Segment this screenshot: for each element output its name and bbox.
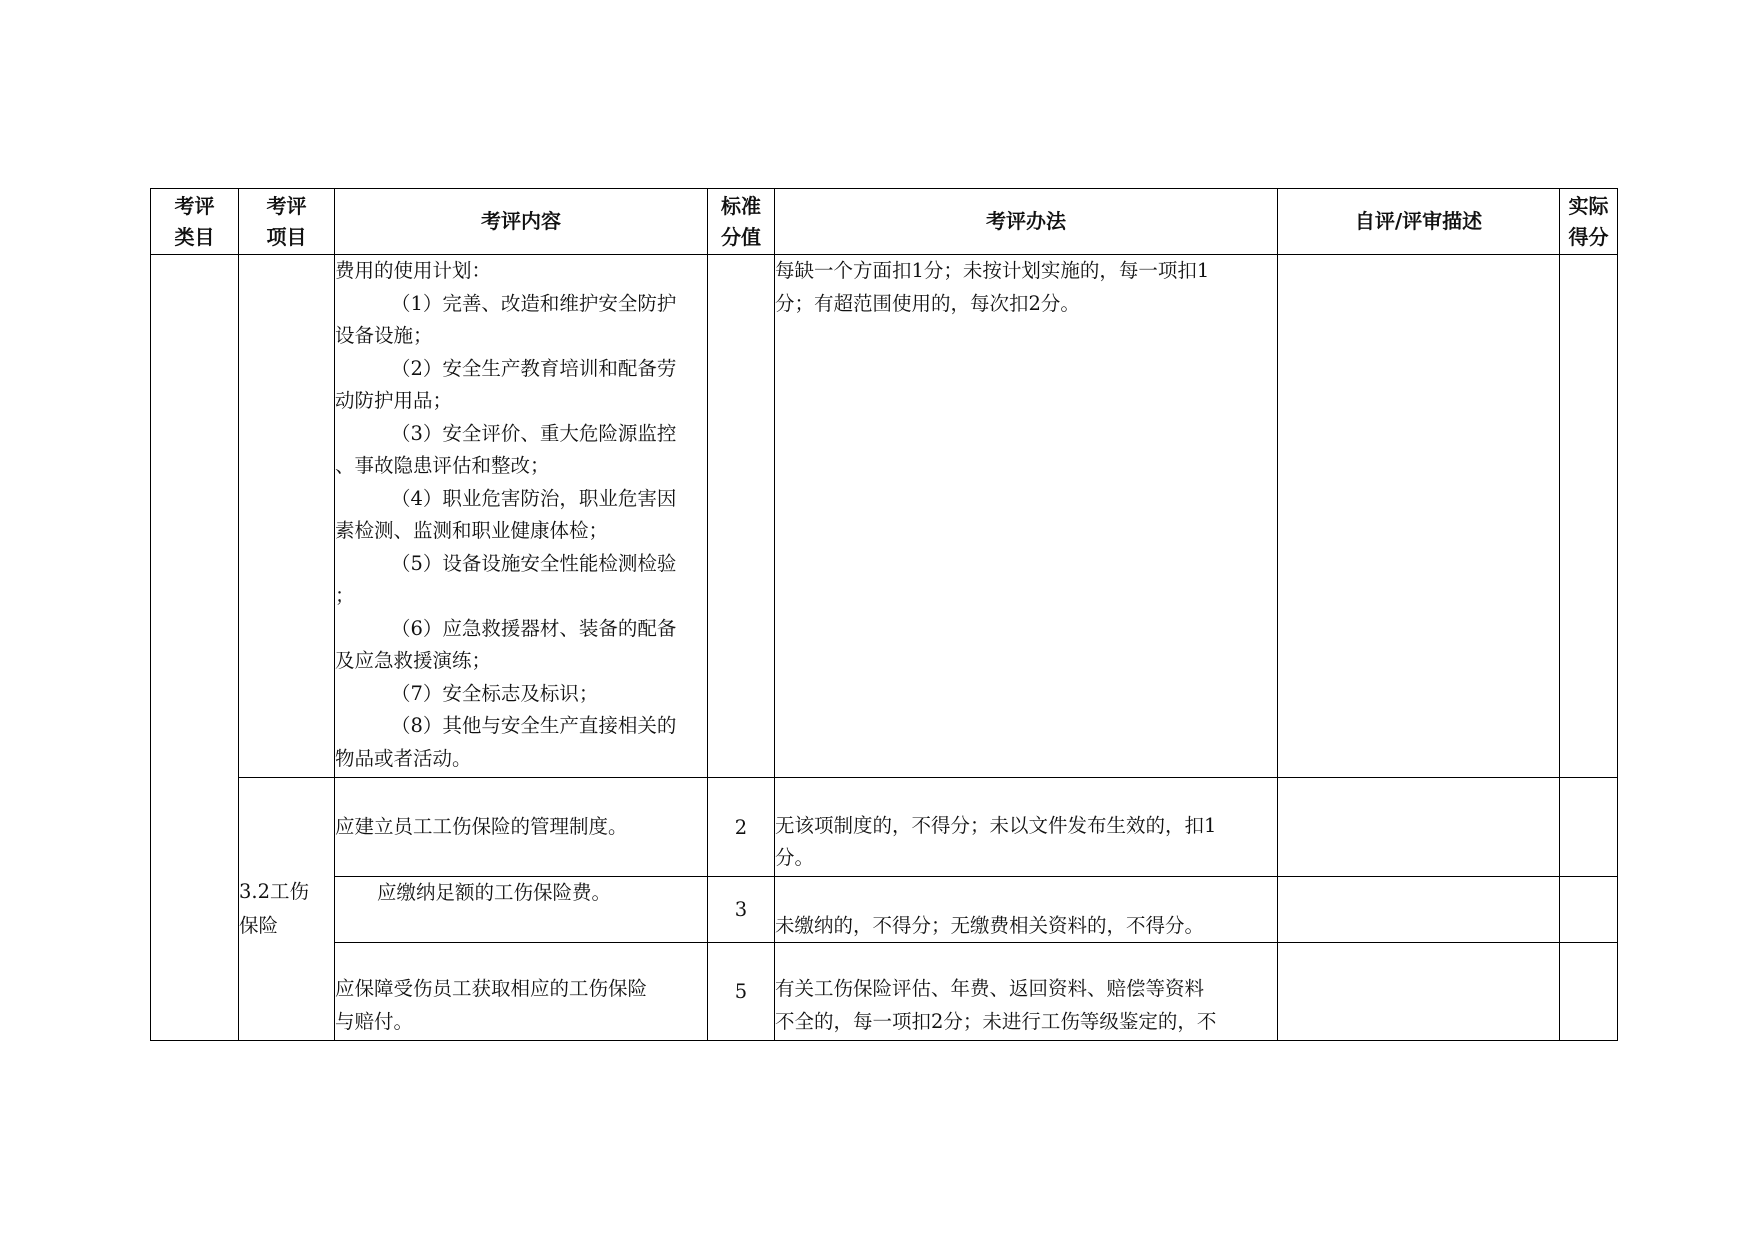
- table-row: [151, 877, 1618, 943]
- score-cell: 2: [708, 778, 775, 877]
- content-cell: 应保障受伤员工获取相应的工伤保险 与赔付。: [335, 943, 708, 1041]
- content-cell: 费用的使用计划： （1）完善、改造和维护安全防护 设备设施； （2）安全生产教育培训和配备劳 动防护用品； （3）安全评价、重大危险源监控 、事故隐患评估和整改； （4）职业危害防治，职业危害因 素检测、监测和职业健康体检； （5）设备设施安全性能检测检验 ； （6）应急救援器材、装备的配备 及应急救援演练； （7）安全标志及标识； （8）其他与安全生产直接相关的 物品或者活动。: [335, 255, 708, 778]
- method-cell: 未缴纳的，不得分；无缴费相关资料的，不得分。: [775, 877, 1278, 943]
- actual-score-cell: [1560, 877, 1618, 943]
- item-cell: [239, 255, 335, 778]
- actual-score-cell: [1560, 943, 1618, 1041]
- item-cell-work-injury-insurance: 3.2工伤 保险: [239, 778, 335, 1041]
- score-cell: 5: [708, 943, 775, 1041]
- method-cell: 有关工伤保险评估、年费、返回资料、赔偿等资料 不全的，每一项扣2分；未进行工伤等级鉴定的，不: [775, 943, 1278, 1041]
- header-actual-score: 实际 得分: [1560, 189, 1618, 255]
- table-row: [151, 778, 1618, 877]
- content-cell: 应建立员工工伤保险的管理制度。: [335, 778, 708, 877]
- header-item: 考评 项目: [239, 189, 335, 255]
- method-cell: 无该项制度的，不得分；未以文件发布生效的，扣1 分。: [775, 778, 1278, 877]
- header-self-evaluation: 自评/评审描述: [1278, 189, 1560, 255]
- category-cell: [151, 255, 239, 1041]
- header-method: 考评办法: [775, 189, 1278, 255]
- content-cell: 应缴纳足额的工伤保险费。: [335, 877, 708, 943]
- method-cell: 每缺一个方面扣1分；未按计划实施的，每一项扣1 分；有超范围使用的，每次扣2分。: [775, 255, 1278, 778]
- actual-score-cell: [1560, 255, 1618, 778]
- self-evaluation-cell: [1278, 877, 1560, 943]
- header-row: [151, 189, 1618, 255]
- header-category: 考评 类目: [151, 189, 239, 255]
- table-row: [151, 943, 1618, 1041]
- table-row: [151, 255, 1618, 778]
- header-score: 标准 分值: [708, 189, 775, 255]
- actual-score-cell: [1560, 778, 1618, 877]
- self-evaluation-cell: [1278, 255, 1560, 778]
- score-cell: [708, 255, 775, 778]
- score-cell: 3: [708, 877, 775, 943]
- header-content: 考评内容: [335, 189, 708, 255]
- self-evaluation-cell: [1278, 778, 1560, 877]
- evaluation-table: [150, 188, 1618, 1041]
- self-evaluation-cell: [1278, 943, 1560, 1041]
